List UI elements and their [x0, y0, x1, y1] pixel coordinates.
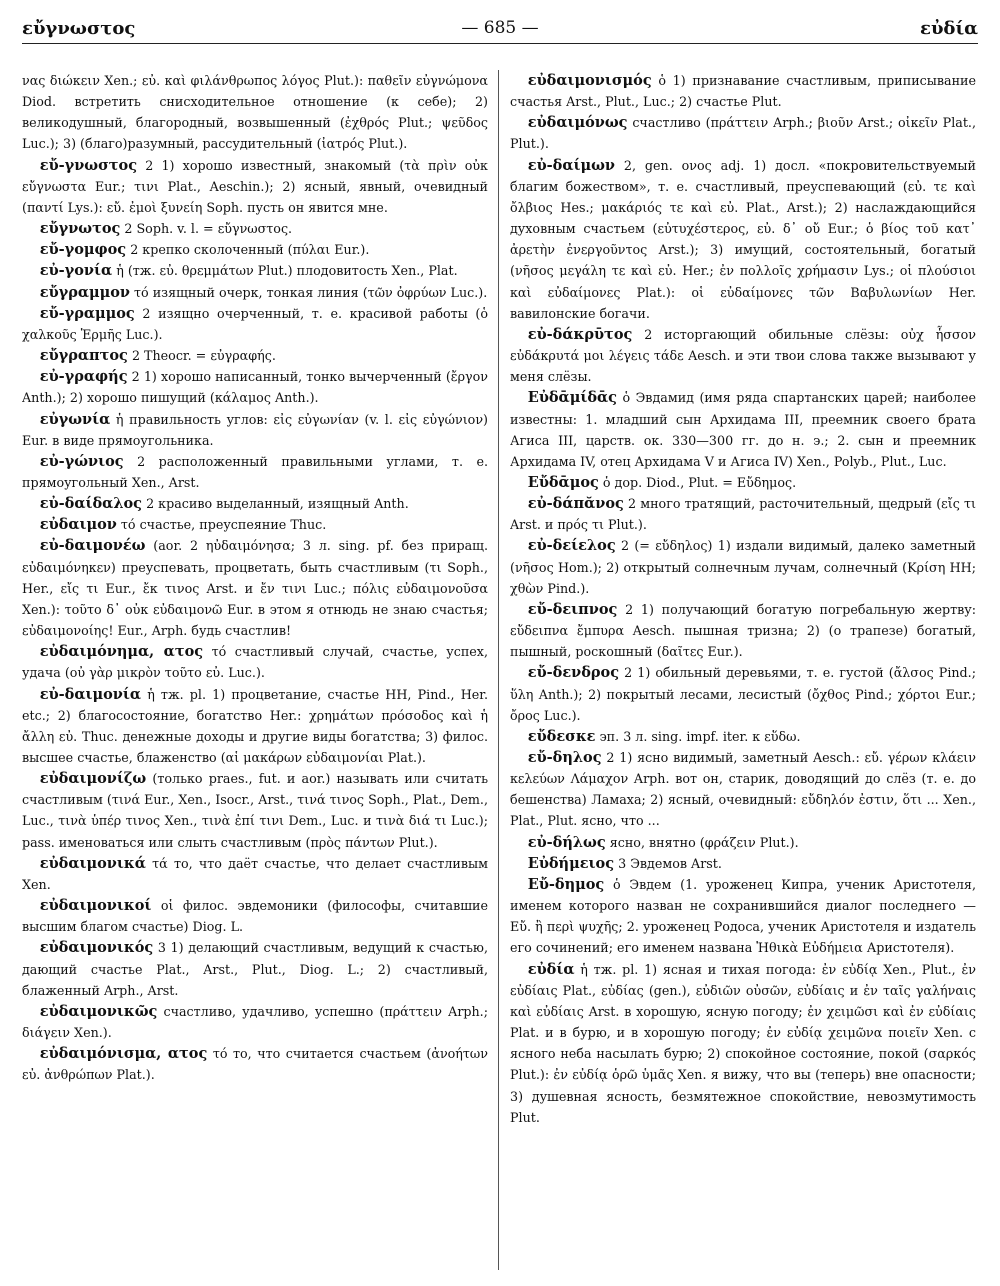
entry-headword: εὐ-γραφής [39, 368, 128, 386]
entry-definition: 2 (= εὔδηλος) 1) издали видимый, далеко заметный (νῆσος Hom.); 2) открытый солнечным лучам, солнечный (Κρίση HH; χθὼν Pind.). [510, 538, 976, 596]
dictionary-entry [22, 155, 488, 218]
entry-headword: εὔγραμμον [39, 283, 130, 301]
entry-definition: τό то, что считается счастьем (ἀνοήτων εὐ. ἀνθρώπων Plat.). [22, 1046, 488, 1083]
entry-definition: 2 изящно очерченный, т. е. красивой работы (ὁ χαλκοῦς Ἑρμῆς Luc.). [22, 305, 488, 342]
dictionary-entry [22, 409, 488, 451]
entry-definition: ὁ 1) признавание счастливым, приписывание счастья Arst., Plut., Luc.; 2) счастье Plut. [510, 73, 976, 110]
entry-definition: 2 1) хорошо известный, знакомый (τὰ πρὶν οὐκ εὔγνωστα Eur.; τινι Plat., Aeschin.); 2) ясный, явный, очевидный (παντί Lys.): εὔ. ἐμοὶ ξυνείη Soph. пусть он явится мне. [22, 157, 488, 215]
entry-headword: εὐ-δαιμονία [39, 685, 142, 703]
entry-definition: (только praes., fut. и aor.) называть или считать счастливым (τινά Eur., Xen., Isocr., Arst., τινά τινος Soph., Plat., Dem., Luc., τινὰ ὑπέρ τινος Xen., τινὰ ἐπί τινι Dem., Luc. и τινὰ διά τι Luc.); pass. именоваться или слыть счастливым (πρὸς πάντων Plut.). [22, 771, 488, 850]
entry-headword: εὐ-δαίδαλος [39, 495, 143, 513]
entry-definition: ἡ (тж. εὐ. θρεμμάτων Plut.) плодовитость Xen., Plat. [116, 263, 458, 279]
left-column [22, 70, 488, 1276]
entry-headword: εὐδαιμόνημα, ατος [39, 643, 204, 661]
entry-headword: εὐ-δάκρῡτος [527, 325, 633, 343]
entry-headword: εὐδαιμονίζω [39, 770, 147, 788]
entry-definition: счастливо (πράττειν Arph.; βιοῦν Arst.; οἰκεῖν Plat., Plut.). [510, 115, 976, 152]
entry-headword: εὐδαιμόνως [527, 114, 628, 132]
entry-definition: 2 1) хорошо написанный, тонко вычерченный (ἔργον Anth.); 2) хорошо пишущий (κάλαμος Anth.). [22, 369, 488, 406]
entry-definition: ὁ Эвдем (1. уроженец Кипра, ученик Аристотеля, именем которого назван не сохранившийся диалог последнего — Εὔ. ἢ περὶ ψυχῆς; 2. уроженец Родоса, ученик Аристотеля и издатель его сочинений; его именем названа Ἠθικὰ Εὐδήμεια Аристотеля). [510, 876, 976, 956]
entry-headword: εὐ-δαίμων [527, 156, 615, 174]
dictionary-entry [510, 599, 976, 662]
entry-definition: 2 исторгающий обильные слёзы: οὐχ ἧσσον εὐδάκρυτά μοι λέγεις τάδε Aesch. и эти твои слова также вызывают у меня слёзы. [510, 326, 976, 385]
entry-definition: счастливо, удачливо, успешно (πράττειν Arph.; διάγειν Xen.). [22, 1003, 488, 1041]
dictionary-entry [510, 832, 976, 853]
entry-headword: εὔγνωτος [39, 220, 121, 238]
dictionary-entry [22, 239, 488, 260]
page-header [22, 16, 978, 44]
entry-definition: ἡ тж. pl. 1) процветание, счастье HH, Pind., Her. etc.; 2) благосостояние, богатство Her.: χρημάτων πρόσοδος καὶ ἡ ἄλλη εὐ. Thuc. денежные доходы и другие виды богатства; 3) филос. высшее счастье, блаженство (αἱ μακάρων εὐδαιμονίαι Plat.). [22, 686, 488, 765]
dictionary-entry [510, 493, 976, 535]
dictionary-entry [22, 895, 488, 937]
entry-definition: ὁ дор. Diod., Plut. = Εὔδημος. [602, 474, 797, 490]
dictionary-entry [510, 324, 976, 387]
entry-headword: εὐδαιμόνισμα, ατος [39, 1045, 208, 1063]
entry-definition: οἱ филос. эвдемоники (философы, считавшие высшим благом счастье) Diog. L. [22, 898, 488, 935]
entry-headword: εὔ-γραμμος [39, 304, 135, 322]
dictionary-entry [22, 684, 488, 769]
entry-definition: 2 Theocr. = εὐγραφής. [131, 348, 276, 364]
entry-headword: εὔ-γνωστος [39, 156, 138, 174]
entry-definition: 2, gen. ονος adj. 1) досл. «покровительствуемый благим божеством», т. е. счастливый, преуспевающий (εὐ. τε καὶ ὄλβιος Hes.; μακάριός τε καὶ εὐ. Plat., Arst.); 2) наслаждающийся духовным счастьем (εὐτυχέστερος, εὐ. δ᾿ οὔ Eur.; ὁ βίος τοῦ κατ᾿ ἀρετὴν ἐνεργοῦντος Arst.); 3) имущий, состоятельный, богатый (νῆσος μεγάλη τε καὶ εὐ. Her.; ἐν πολλοῖς χρήμασιν Lys.; οἱ πλούσιοι καὶ εὐδαίμονες Plat.): οἱ εὐδαίμονες τῶν Βαβυλωνίων Her. вавилонские богачи. [510, 157, 976, 321]
entry-definition: 2 крепко сколоченный (πύλαι Eur.). [130, 242, 370, 258]
dictionary-entry [510, 726, 976, 747]
dictionary-entry [510, 747, 976, 832]
dictionary-entry [22, 366, 488, 408]
dictionary-entry [510, 112, 976, 154]
entry-headword: Εὐδήμειος [527, 854, 615, 872]
dictionary-entry [510, 387, 976, 472]
dictionary-entry [22, 1001, 488, 1043]
entry-definition: τό счастье, преуспеяние Thuc. [120, 517, 327, 533]
entry-headword: εὐ-δάπᾰνος [527, 495, 624, 513]
dictionary-entry [510, 874, 976, 959]
entry-headword: εὐδαιμονικοί [39, 897, 152, 915]
dictionary-entry [510, 662, 976, 725]
entry-definition: τά то, что даёт счастье, что делает счастливым Xen. [22, 855, 488, 892]
entry-definition: 2 1) ясно видимый, заметный Aesch.: εὔ. γέρων κλάειν κελεύων Λάμαχον Arph. вот он, старик, доводящий до слёз (т. е. до бешенства) Ламаха; 2) ясный, очевидный: εὔδηλόν ἐστιν, ὅτι ... Xen., Plat., Plut. ясно, что ... [510, 750, 976, 829]
dictionary-entry [22, 282, 488, 303]
right-column [510, 70, 976, 1276]
entry-definition: 3 Эвдемов Arst. [618, 855, 722, 871]
entry-headword: εὐγωνία [39, 410, 111, 428]
entry-definition: 3 1) делающий счастливым, ведущий к счастью, дающий счастье Plat., Arst., Plut., Diog. L.; 2) счастливый, блаженный Arph., Arst. [22, 940, 488, 998]
dictionary-entry [22, 260, 488, 281]
entry-headword: εὐδαιμονικῶς [39, 1002, 158, 1020]
dictionary-entry [22, 641, 488, 683]
page-number: — 685 — [461, 18, 539, 38]
dictionary-entry [22, 303, 488, 345]
dictionary-entry [22, 1043, 488, 1085]
running-headword-left: εὔγνωστος [22, 18, 136, 39]
entry-headword: Εὔδᾱμος [527, 473, 599, 491]
entry-headword: εὐδαιμονισμός [527, 72, 652, 89]
dictionary-entry [510, 70, 976, 112]
entry-headword: εὐδαιμον [39, 516, 117, 534]
entry-definition: 2 1) получающий богатую погребальную жертву: εὔδειπνα ἔμπυρα Aesch. пышная тризна; 2) (о трапезе) богатый, пышный, роскошный (δαῖτες Eur.). [510, 601, 976, 660]
entry-definition: 2 красиво выделанный, изящный Anth. [146, 496, 409, 512]
dictionary-entry [510, 535, 976, 598]
running-headword-right: εὐδία [920, 18, 978, 39]
entry-headword: εὔ-δενδρος [527, 664, 620, 682]
entry-definition: (aor. 2 ηὐδαιμόνησα; 3 л. sing. pf. без приращ. εὐδαιμόνηκεν) преуспевать, процветать, быть счастливым (τι Soph., Her., εἴς τι Eur., ἔκ τινος Arst. и ἔν τινι Luc.; πόλις εὐδαιμονοῦσα Xen.): τοῦτο δ᾿ οὐκ εὐδαιμονῶ Eur. в этом я отнюдь не знаю счастья; εὐδαιμονοίης! Eur., Arph. будь счастлив! [22, 538, 488, 639]
entry-definition: эп. 3 л. sing. impf. iter. к εὕδω. [599, 728, 801, 744]
entry-headword: εὐδαιμονικός [39, 939, 154, 957]
dictionary-entry [510, 472, 976, 493]
entry-headword: εὐ-δαιμονέω [39, 537, 146, 555]
entry-headword: εὐδία [527, 960, 575, 978]
entry-headword: εὐ-δείελος [527, 537, 616, 555]
entry-headword: εὔ-δηλος [527, 749, 602, 766]
entry-headword: εὔγραπτος [39, 347, 128, 365]
entry-definition: νας διώκειν Xen.; εὐ. καὶ φιλάνθρωπος λόγος Plut.): παθεῖν εὐγνώμονα Diod. встретить снисходительное отношение (к себе); 2) великодушный, благородный, возвышенный (ἐχθρός Plut.; ψεῦδος Luc.); 3) (благо)разумный, рассудительный (ἰατρός Plut.). [22, 73, 488, 152]
entry-definition: 2 1) обильный деревьями, т. е. густой (ἄλσος Pind.; ὕλη Anth.); 2) покрытый лесами, лесистый (ὄχθος Pind.; χόρτοι Eur.; ὄρος Luc.). [510, 665, 976, 723]
dictionary-entry [22, 768, 488, 853]
entry-definition: τό счастливый случай, счастье, успех, удача (οὐ γὰρ μικρὸν τοῦτο εὐ. Luc.). [22, 644, 488, 681]
entry-headword: Εὐδᾱμίδᾱς [527, 389, 617, 407]
dictionary-entry [22, 853, 488, 895]
dictionary-entry [22, 514, 488, 535]
entry-definition: 2 Soph. v. l. = εὔγνωστος. [124, 221, 293, 237]
entry-headword: εὐδαιμονικά [39, 854, 146, 872]
entry-definition: 2 расположенный правильными углами, т. е. прямоугольный Xen., Arst. [22, 453, 488, 490]
entry-definition: ὁ Эвдамид (имя ряда спартанских царей; наиболее известны: 1. младший сын Архидама III, преемник своего брата Агиса III, царств. ок. 330—300 гг. до н. э.; 2. сын и преемник Архидама IV, отец Архидама V и Агиса IV) Xen., Polyb., Plut., Luc. [510, 390, 976, 469]
entry-headword: εὐ-δήλως [527, 833, 606, 851]
dictionary-entry [510, 853, 976, 874]
entry-definition: ἡ тж. pl. 1) ясная и тихая погода: ἐν εὐδίᾳ Xen., Plut., ἐν εὐδίαις Plat., εὐδίας (gen.), εὐδιῶν οὐσῶν, εὐδίαις и ἐν ταῖς γαλήναις καὶ εὐδίαις Arst. в хорошую, ясную погоду; ἐν χειμῶσι καὶ ἐν εὐδίαις Plat. и в бурю, и в хорошую погоду; ἐν εὐδίᾳ χειμῶνα ποιεῖν Xen. с ясного неба насылать бурю; 2) спокойное состояние, покой (σαρκός Plut.): ἐν εὐδίᾳ ὁρῶ ὑμᾶς Xen. я вижу, что вы (теперь) вне опасности; 3) душевная ясность, безмятежное спокойствие, невозмутимость Plut. [510, 961, 976, 1125]
entry-headword: εὔ-γομφος [39, 241, 127, 259]
dictionary-entry [22, 535, 488, 641]
entry-headword: εὐ-γώνιος [39, 452, 124, 470]
dictionary-entry [22, 493, 488, 514]
dictionary-entry [22, 937, 488, 1000]
dictionary-entry [22, 218, 488, 239]
entry-headword: εὔδεσκε [527, 727, 596, 745]
dictionary-entry [22, 345, 488, 366]
column-divider [498, 70, 499, 1270]
entry-definition: τό изящный очерк, тонкая линия (τῶν ὀφρύων Luc.). [134, 284, 488, 300]
entry-definition: ἡ правильность углов: εἰς εὐγωνίαν (v. l. εἰς εὐγώνιον) Eur. в виде прямоугольника. [22, 411, 488, 448]
entry-definition: ясно, внятно (φράζειν Plut.). [609, 834, 799, 850]
dictionary-entry [22, 451, 488, 493]
dictionary-entry [510, 959, 976, 1128]
dictionary-entry [22, 70, 488, 155]
entry-headword: εὔ-δειπνος [527, 600, 618, 618]
dictionary-entry [510, 155, 976, 324]
entry-headword: εὐ-γονία [39, 262, 113, 280]
entry-headword: Εὔ-δημος [527, 875, 605, 893]
entry-definition: 2 много тратящий, расточительный, щедрый (εἴς τι Arst. и πρός τι Plut.). [510, 496, 976, 533]
